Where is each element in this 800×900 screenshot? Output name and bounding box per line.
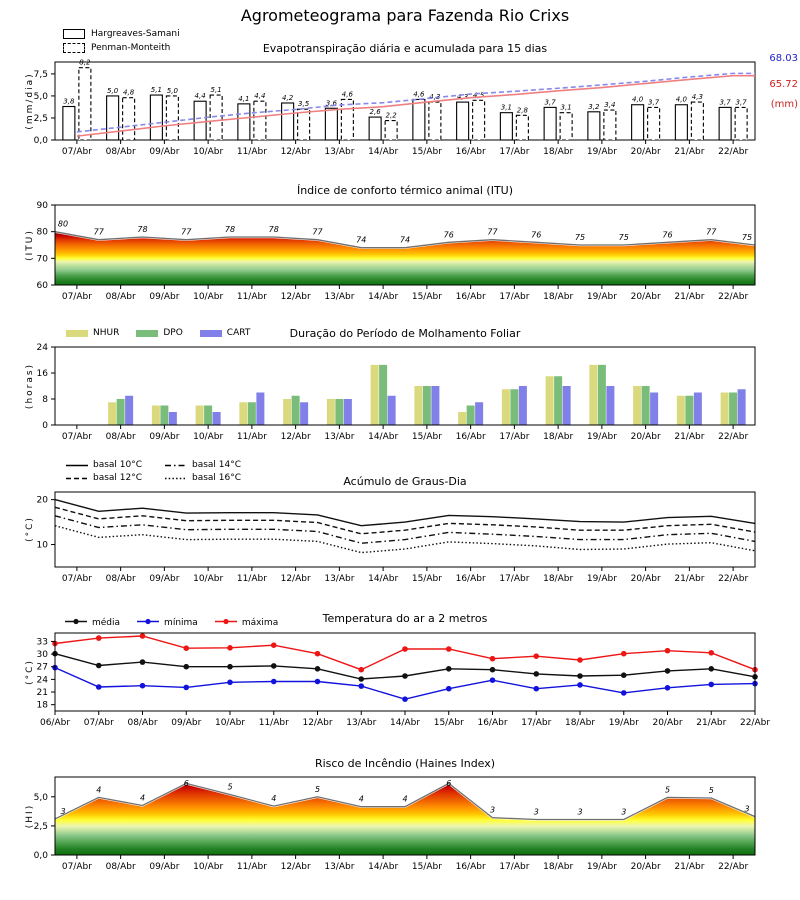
dashed-bar-swatch — [63, 43, 85, 53]
svg-text:75: 75 — [574, 233, 586, 242]
svg-text:10: 10 — [36, 540, 48, 551]
svg-text:12/Abr: 12/Abr — [280, 862, 311, 872]
svg-text:75: 75 — [741, 233, 753, 242]
svg-text:09/Abr: 09/Abr — [171, 718, 202, 728]
maxima-swatch — [215, 617, 237, 629]
svg-text:3,2: 3,2 — [588, 102, 600, 111]
svg-text:24: 24 — [36, 675, 48, 686]
svg-text:77: 77 — [181, 227, 192, 237]
svg-text:09/Abr: 09/Abr — [149, 862, 180, 872]
svg-text:5,1: 5,1 — [210, 86, 222, 95]
svg-text:21/Abr: 21/Abr — [696, 718, 727, 728]
svg-text:74: 74 — [399, 235, 411, 245]
svg-text:76: 76 — [443, 230, 454, 240]
svg-text:77: 77 — [706, 227, 717, 237]
legend-label: NHUR — [93, 328, 120, 338]
svg-text:5,0: 5,0 — [166, 86, 178, 95]
svg-text:4,1: 4,1 — [238, 94, 250, 103]
svg-text:5: 5 — [227, 782, 233, 792]
svg-text:22/Abr: 22/Abr — [718, 292, 749, 302]
svg-text:19/Abr: 19/Abr — [586, 292, 617, 302]
svg-text:12/Abr: 12/Abr — [280, 432, 311, 442]
svg-text:5,0: 5,0 — [33, 91, 48, 102]
svg-text:4: 4 — [139, 793, 146, 803]
svg-text:09/Abr: 09/Abr — [149, 292, 180, 302]
dashed-line-swatch — [66, 474, 88, 483]
svg-text:10/Abr: 10/Abr — [193, 147, 224, 157]
legend-label: mínima — [164, 618, 198, 628]
svg-text:15/Abr: 15/Abr — [411, 292, 442, 302]
svg-text:07/Abr: 07/Abr — [61, 574, 92, 584]
svg-text:8: 8 — [42, 395, 48, 405]
svg-text:76: 76 — [531, 230, 542, 240]
svg-text:12/Abr: 12/Abr — [302, 718, 333, 728]
svg-text:17/Abr: 17/Abr — [499, 574, 530, 584]
solid-line-swatch — [66, 461, 88, 470]
cumulative-hargreaves-total: 65.72 — [769, 79, 798, 90]
svg-text:08/Abr: 08/Abr — [105, 292, 136, 302]
svg-text:7,5: 7,5 — [33, 69, 48, 80]
svg-text:22/Abr: 22/Abr — [739, 718, 771, 728]
plot4-title: Acúmulo de Graus-Dia — [343, 475, 467, 488]
svg-text:8,2: 8,2 — [79, 58, 91, 67]
svg-text:21/Abr: 21/Abr — [674, 574, 705, 584]
svg-text:14/Abr: 14/Abr — [389, 718, 421, 728]
svg-text:27: 27 — [36, 662, 48, 673]
legend-item-media — [65, 617, 120, 629]
plot5-ylabel: (°C) — [25, 659, 35, 685]
legend-item-dpo — [136, 328, 182, 338]
svg-text:11/Abr: 11/Abr — [236, 147, 267, 157]
svg-text:80: 80 — [36, 227, 48, 238]
svg-text:15/Abr: 15/Abr — [411, 432, 442, 442]
svg-text:08/Abr: 08/Abr — [105, 574, 136, 584]
legend-item-nhur — [66, 328, 119, 338]
svg-text:20/Abr: 20/Abr — [630, 147, 661, 157]
plot3-title: Duração do Período de Molhamento Foliar — [289, 327, 521, 340]
svg-text:2,5: 2,5 — [33, 113, 48, 124]
svg-text:17/Abr: 17/Abr — [499, 147, 530, 157]
svg-text:11/Abr: 11/Abr — [236, 862, 267, 872]
svg-text:20/Abr: 20/Abr — [630, 292, 661, 302]
svg-text:07/Abr: 07/Abr — [61, 292, 92, 302]
svg-text:15/Abr: 15/Abr — [433, 718, 464, 728]
dpo-swatch — [136, 330, 158, 337]
svg-text:5,1: 5,1 — [150, 86, 162, 95]
svg-text:11/Abr: 11/Abr — [236, 574, 267, 584]
svg-text:22/Abr: 22/Abr — [718, 574, 749, 584]
svg-text:4,3: 4,3 — [691, 93, 703, 102]
svg-text:76: 76 — [662, 230, 673, 240]
svg-text:15/Abr: 15/Abr — [411, 862, 442, 872]
legend-item-penman — [63, 43, 180, 53]
svg-text:74: 74 — [356, 235, 367, 245]
svg-text:21/Abr: 21/Abr — [674, 862, 705, 872]
legend-item-minima — [137, 617, 198, 629]
svg-text:16/Abr: 16/Abr — [455, 862, 486, 872]
svg-text:6: 6 — [183, 779, 189, 788]
svg-text:3,5: 3,5 — [298, 100, 310, 109]
svg-text:3,6: 3,6 — [325, 99, 337, 108]
chart-haines — [34, 777, 755, 872]
svg-text:24: 24 — [36, 343, 48, 353]
svg-text:22/Abr: 22/Abr — [718, 862, 749, 872]
cart-swatch — [200, 330, 222, 337]
svg-text:15/Abr: 15/Abr — [411, 147, 442, 157]
svg-text:3,8: 3,8 — [63, 97, 75, 106]
svg-text:19/Abr: 19/Abr — [586, 432, 617, 442]
svg-text:17/Abr: 17/Abr — [521, 718, 552, 728]
plot4-ylabel: (°C) — [25, 516, 35, 542]
svg-text:21: 21 — [36, 688, 48, 699]
legend-graus-dia-col2 — [165, 460, 241, 483]
dotted-line-swatch — [165, 474, 187, 483]
svg-text:14/Abr: 14/Abr — [368, 147, 399, 157]
plot2-ylabel: (ITU) — [25, 229, 35, 261]
svg-text:17/Abr: 17/Abr — [499, 292, 530, 302]
svg-text:12/Abr: 12/Abr — [280, 147, 311, 157]
svg-text:13/Abr: 13/Abr — [324, 147, 355, 157]
svg-text:13/Abr: 13/Abr — [324, 432, 355, 442]
svg-text:16/Abr: 16/Abr — [455, 147, 486, 157]
svg-text:78: 78 — [137, 225, 148, 234]
svg-text:5,0: 5,0 — [107, 86, 119, 95]
svg-text:4,6: 4,6 — [341, 90, 353, 99]
legend-item-basal16 — [165, 473, 241, 483]
svg-text:07/Abr: 07/Abr — [61, 147, 92, 157]
svg-text:19/Abr: 19/Abr — [586, 574, 617, 584]
svg-text:20/Abr: 20/Abr — [652, 718, 683, 728]
svg-text:14/Abr: 14/Abr — [368, 432, 399, 442]
plot1-ylabel: (mm/dia) — [25, 72, 35, 130]
svg-text:60: 60 — [36, 281, 48, 291]
svg-text:18/Abr: 18/Abr — [543, 432, 574, 442]
svg-text:12/Abr: 12/Abr — [280, 574, 311, 584]
svg-text:33: 33 — [36, 637, 48, 648]
legend-graus-dia-col1 — [66, 460, 142, 483]
chart-molhamento — [37, 343, 755, 442]
svg-text:21/Abr: 21/Abr — [674, 292, 705, 302]
svg-text:16/Abr: 16/Abr — [455, 292, 486, 302]
svg-text:4,3: 4,3 — [429, 93, 441, 102]
svg-text:3: 3 — [577, 807, 583, 817]
svg-text:07/Abr: 07/Abr — [61, 432, 92, 442]
svg-text:78: 78 — [268, 225, 279, 234]
svg-text:08/Abr: 08/Abr — [105, 432, 136, 442]
svg-text:18: 18 — [36, 700, 48, 711]
legend-label: basal 10°C — [93, 460, 143, 470]
page-title: Agrometeograma para Fazenda Rio Crixs — [240, 6, 570, 25]
svg-text:13/Abr: 13/Abr — [324, 574, 355, 584]
svg-text:4,2: 4,2 — [282, 93, 294, 102]
legend-label: Hargreaves-Samani — [91, 29, 180, 39]
svg-text:11/Abr: 11/Abr — [236, 432, 267, 442]
svg-text:3: 3 — [60, 806, 66, 816]
svg-text:22/Abr: 22/Abr — [718, 432, 749, 442]
svg-text:2,6: 2,6 — [369, 108, 381, 117]
svg-text:18/Abr: 18/Abr — [543, 862, 574, 872]
svg-text:4: 4 — [358, 794, 364, 804]
svg-text:08/Abr: 08/Abr — [105, 147, 136, 157]
svg-text:5,0: 5,0 — [33, 792, 48, 803]
svg-text:13/Abr: 13/Abr — [324, 862, 355, 872]
svg-text:70: 70 — [36, 254, 48, 265]
svg-text:21/Abr: 21/Abr — [674, 147, 705, 157]
svg-text:08/Abr: 08/Abr — [127, 718, 158, 728]
chart-temperatura — [37, 633, 771, 728]
svg-text:77: 77 — [487, 227, 498, 237]
svg-text:18/Abr: 18/Abr — [564, 718, 596, 728]
svg-text:18/Abr: 18/Abr — [543, 292, 574, 302]
chart-evapotranspiracao — [34, 59, 755, 157]
svg-text:4,6: 4,6 — [413, 90, 425, 99]
legend-temperatura — [65, 617, 278, 629]
svg-text:17/Abr: 17/Abr — [499, 862, 530, 872]
svg-text:3,1: 3,1 — [560, 103, 572, 112]
svg-text:19/Abr: 19/Abr — [608, 718, 639, 728]
svg-text:18/Abr: 18/Abr — [543, 574, 574, 584]
right-axis-unit: (mm) — [770, 99, 798, 110]
svg-text:3: 3 — [744, 804, 750, 814]
svg-text:3: 3 — [621, 807, 627, 817]
svg-text:20/Abr: 20/Abr — [630, 432, 661, 442]
svg-text:19/Abr: 19/Abr — [586, 147, 617, 157]
chart-graus-dia — [37, 492, 755, 584]
legend-label: basal 16°C — [192, 473, 242, 483]
svg-text:10/Abr: 10/Abr — [193, 292, 224, 302]
svg-text:10/Abr: 10/Abr — [193, 862, 224, 872]
legend-label: máxima — [241, 618, 279, 628]
plot1-title: Evapotranspiração diária e acumulada para 15 dias — [262, 42, 548, 55]
svg-text:17/Abr: 17/Abr — [499, 432, 530, 442]
svg-text:2,5: 2,5 — [33, 821, 48, 832]
legend-label: basal 12°C — [93, 473, 143, 483]
nhur-swatch — [66, 330, 88, 337]
svg-text:16/Abr: 16/Abr — [455, 432, 486, 442]
svg-text:14/Abr: 14/Abr — [368, 292, 399, 302]
plot3-ylabel: (horas) — [25, 362, 35, 410]
svg-text:2,8: 2,8 — [516, 106, 528, 115]
svg-text:4,4: 4,4 — [194, 92, 206, 101]
svg-text:3,7: 3,7 — [735, 98, 747, 107]
legend-evapotranspiration — [63, 29, 180, 53]
svg-text:78: 78 — [224, 225, 236, 234]
svg-text:13/Abr: 13/Abr — [346, 718, 377, 728]
plot5-title: Temperatura do ar a 2 metros — [322, 612, 488, 625]
svg-text:30: 30 — [36, 650, 48, 661]
svg-text:10/Abr: 10/Abr — [214, 718, 246, 728]
svg-text:20/Abr: 20/Abr — [630, 862, 661, 872]
svg-text:12/Abr: 12/Abr — [280, 292, 311, 302]
svg-text:0,0: 0,0 — [33, 851, 48, 861]
svg-text:16/Abr: 16/Abr — [477, 718, 508, 728]
plot2-title: Índice de conforto térmico animal (ITU) — [296, 184, 514, 197]
svg-text:13/Abr: 13/Abr — [324, 292, 355, 302]
svg-text:4: 4 — [402, 794, 408, 804]
svg-text:20: 20 — [36, 495, 48, 506]
svg-text:14/Abr: 14/Abr — [368, 862, 399, 872]
svg-text:21/Abr: 21/Abr — [674, 432, 705, 442]
legend-item-basal12 — [66, 473, 142, 483]
legend-item-basal14 — [165, 460, 241, 470]
svg-text:20/Abr: 20/Abr — [630, 574, 661, 584]
svg-text:07/Abr: 07/Abr — [83, 718, 114, 728]
svg-text:80: 80 — [57, 219, 69, 229]
svg-text:4,4: 4,4 — [254, 92, 266, 101]
svg-text:11/Abr: 11/Abr — [236, 292, 267, 302]
svg-text:09/Abr: 09/Abr — [149, 432, 180, 442]
svg-text:4,0: 4,0 — [632, 95, 644, 104]
svg-text:4,0: 4,0 — [675, 95, 687, 104]
svg-text:16/Abr: 16/Abr — [455, 574, 486, 584]
svg-text:5: 5 — [314, 784, 321, 794]
svg-text:15/Abr: 15/Abr — [411, 574, 442, 584]
svg-text:3,4: 3,4 — [604, 101, 616, 110]
minima-swatch — [137, 617, 159, 629]
svg-text:14/Abr: 14/Abr — [368, 574, 399, 584]
svg-text:4: 4 — [96, 785, 102, 795]
svg-text:11/Abr: 11/Abr — [258, 718, 289, 728]
svg-text:19/Abr: 19/Abr — [586, 862, 617, 872]
svg-text:6: 6 — [446, 779, 452, 788]
svg-text:16: 16 — [36, 369, 48, 379]
svg-text:3,7: 3,7 — [544, 98, 556, 107]
svg-text:0: 0 — [42, 421, 48, 431]
media-swatch — [65, 617, 87, 629]
svg-text:4,5: 4,5 — [473, 91, 485, 100]
svg-text:10/Abr: 10/Abr — [193, 432, 224, 442]
legend-label: média — [92, 618, 121, 628]
svg-text:06/Abr: 06/Abr — [39, 718, 71, 728]
legend-molhamento — [66, 328, 250, 338]
svg-text:3,1: 3,1 — [500, 103, 512, 112]
cumulative-penman-total: 68.03 — [769, 53, 798, 64]
svg-text:2,2: 2,2 — [385, 111, 397, 120]
legend-item-maxima — [215, 617, 278, 629]
svg-text:77: 77 — [93, 227, 104, 237]
svg-text:75: 75 — [618, 233, 629, 242]
legend-label: Penman-Monteith — [91, 43, 171, 53]
svg-text:09/Abr: 09/Abr — [149, 574, 180, 584]
svg-text:3,7: 3,7 — [719, 98, 731, 107]
chart-itu — [37, 201, 755, 302]
legend-item-hargreaves — [63, 29, 180, 39]
svg-text:4: 4 — [271, 794, 277, 804]
svg-text:77: 77 — [312, 227, 323, 237]
svg-text:90: 90 — [36, 201, 48, 211]
legend-label: DPO — [163, 328, 183, 338]
solid-bar-swatch — [63, 29, 85, 39]
svg-text:18/Abr: 18/Abr — [543, 147, 574, 157]
legend-label: CART — [226, 328, 251, 338]
svg-text:3: 3 — [533, 807, 539, 817]
svg-text:3: 3 — [489, 805, 496, 815]
svg-text:5: 5 — [664, 785, 671, 795]
svg-text:3,7: 3,7 — [648, 98, 660, 107]
svg-text:07/Abr: 07/Abr — [61, 862, 92, 872]
legend-item-cart — [200, 328, 251, 338]
plot6-ylabel: (HI) — [25, 803, 35, 829]
svg-text:09/Abr: 09/Abr — [149, 147, 180, 157]
legend-item-basal10 — [66, 460, 142, 470]
svg-text:10/Abr: 10/Abr — [193, 574, 224, 584]
svg-text:08/Abr: 08/Abr — [105, 862, 136, 872]
plot6-title: Risco de Incêndio (Haines Index) — [314, 757, 496, 770]
svg-text:4,8: 4,8 — [123, 88, 135, 97]
svg-text:5: 5 — [708, 785, 714, 795]
svg-text:22/Abr: 22/Abr — [718, 147, 749, 157]
svg-text:4,3: 4,3 — [457, 93, 469, 102]
svg-text:0,0: 0,0 — [33, 136, 48, 146]
legend-label: basal 14°C — [192, 460, 242, 470]
dashdot-line-swatch — [165, 461, 187, 470]
